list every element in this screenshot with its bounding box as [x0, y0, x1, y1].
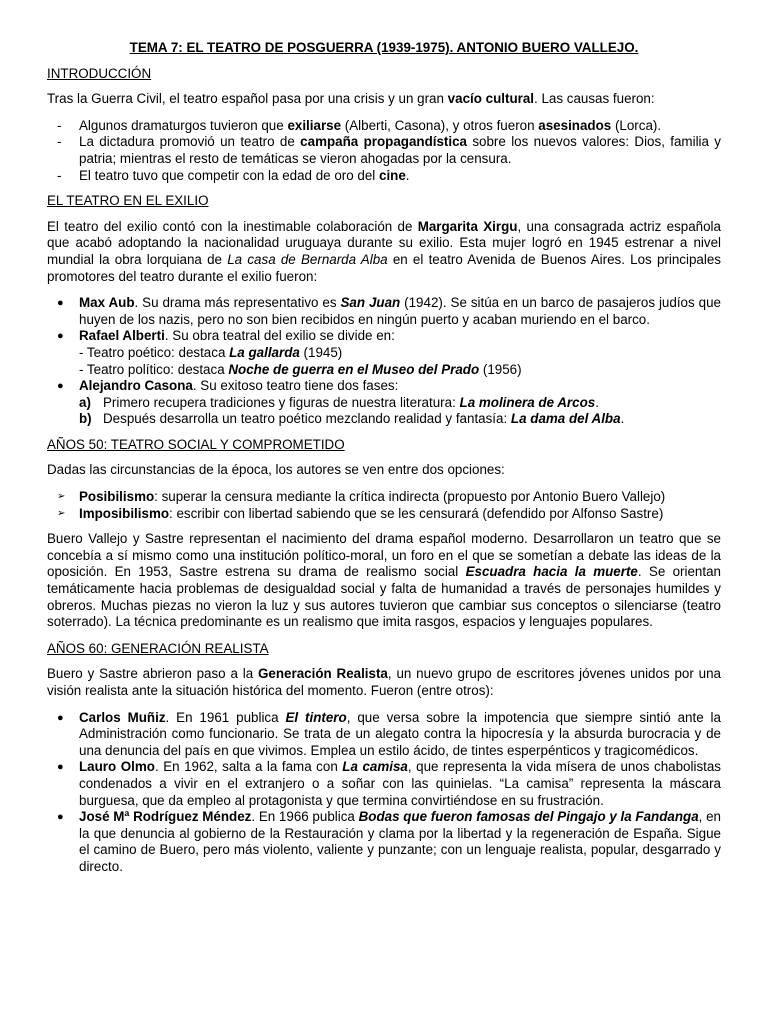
bullet-icon: ●: [57, 711, 64, 724]
arrow-bullet-icon: ➢: [57, 507, 66, 519]
bullet-icon: ●: [57, 761, 64, 774]
exilio-author-list: [47, 295, 721, 428]
bullet-icon: ●: [57, 330, 64, 343]
realista-author-list: [47, 710, 721, 876]
intro-heading: INTRODUCCIÓN: [47, 65, 152, 81]
document-title: TEMA 7: EL TEATRO DE POSGUERRA (1939-1975). ANTONIO BUERO VALLEJO.: [129, 40, 639, 55]
sub-line: - Teatro político: destaca Noche de guerra en el Museo del Prado (1956): [79, 361, 522, 377]
bullet-icon: ●: [57, 297, 64, 310]
list-item: - El teatro tuvo que competir con la edad de oro del cine.: [47, 168, 721, 185]
social-paragraph: Buero Vallejo y Sastre representan el nacimiento del drama español moderno. Desarrollaron un teatro que se concebía a sí mismo como una institución político-moral, un foro en el que se sometían a debate las ideas de la oposición. En 1953, Sastre estrena su drama de realismo social Escuadra hacia la muerte. Se orientan temáticamente hacia problemas de desigualdad social y falta de humanidad a través de personajes humildes y obreros. Muchas piezas no vieron la luz y sus autores tuvieron que cambiar sus conceptos o silenciarse (teatro soterrado). La técnica predominante es un realismo que imita rasgos, espacios y lenguajes populares.: [47, 531, 721, 630]
list-item: ➢ Imposibilismo: escribir con libertad sabiendo que se les censurará (defendido por Alfonso Sastre): [57, 505, 664, 521]
intro-cause-list: [47, 118, 721, 184]
arrow-bullet-icon: ➢: [57, 491, 66, 503]
realista-heading: AÑOS 60: GENERACIÓN REALISTA: [47, 640, 269, 656]
social-options-list: [47, 489, 721, 522]
list-item: ➢ Posibilismo: superar la censura mediante la crítica indirecta (propuesto por Antonio Buero Vallejo): [57, 489, 666, 505]
exilio-heading: EL TEATRO EN EL EXILIO: [47, 193, 209, 209]
social-heading: AÑOS 50: TEATRO SOCIAL Y COMPROMETIDO: [47, 436, 345, 452]
bullet-icon: ●: [57, 811, 64, 824]
sub-line: - Teatro poético: destaca La gallarda (1945): [79, 344, 343, 360]
list-item: ● José Mª Rodríguez Méndez. En 1966 publica Bodas que fueron famosas del Pingajo y la Fandanga, en la que denuncia al gobierno de la Restauración y clama por la libertad y la regeneración de España. Sigue el camino de Buero, pero más violento, valiente y punzante; con un lenguaje realista, popular, desgarrado y directo.: [57, 809, 721, 874]
list-item: - La dictadura promovió un teatro de campaña propagandística sobre los nuevos valores: Dios, familia y patria; mientras el resto de temáticas se vieron ahogadas por la censura.: [47, 134, 721, 167]
sub-line: b) Después desarrolla un teatro poético mezclando realidad y fantasía: La dama del Alba.: [79, 411, 625, 427]
exilio-paragraph: El teatro del exilio contó con la inestimable colaboración de Margarita Xirgu, una consagrada actriz española que acabó adoptando la nacionalidad uruguaya durante su exilio. Esta mujer logró en 1945 estrenar a nivel mundial la obra lorquiana de La casa de Bernarda Alba en el teatro Avenida de Buenos Aires. Los principales promotores del teatro durante el exilio fueron:: [47, 218, 721, 284]
bullet-icon: ●: [57, 380, 64, 393]
list-item: ● Rafael Alberti. Su obra teatral del exilio se divide en: - Teatro poético: destaca La gallarda (1945) - Teatro político: destaca Noche de guerra en el Museo del Prado (1956): [47, 328, 721, 378]
list-item: ● Carlos Muñiz. En 1961 publica El tintero, que versa sobre la impotencia que siempre sintió ante la Administración como funcionario. Se trata de un alegato contra la hipocresía y la absurda burocracia y de una denuncia del país en que vivimos. Emplea un estilo ácido, de tintes esperpénticos y tragicomédicos.: [57, 709, 721, 758]
sub-line: a) Primero recupera tradiciones y figuras de nuestra literatura: La molinera de Arcos.: [79, 394, 599, 410]
list-item: ● Lauro Olmo. En 1962, salta a la fama con La camisa, que representa la vida mísera de unos chabolistas condenados a vivir en el extranjero o a soñar con las quinielas. “La camisa” representa la máscara burguesa, que da empleo al protagonista y que termina convirtiéndose en su frustración.: [57, 759, 722, 808]
intro-paragraph: Tras la Guerra Civil, el teatro español pasa por una crisis y un gran vacío cultural. Las causas fueron:: [47, 91, 655, 107]
social-intro-paragraph: Dadas las circunstancias de la época, los autores se ven entre dos opciones:: [47, 462, 505, 478]
list-item: ● Alejandro Casona. Su exitoso teatro tiene dos fases: a) Primero recupera tradiciones y figuras de nuestra literatura: La molinera de Arcos. b) Después desarrolla un teatro poético mezclando realidad y fantasía: La dama del Alba.: [47, 378, 721, 428]
list-item: - Algunos dramaturgos tuvieron que exiliarse (Alberti, Casona), y otros fueron asesinados (Lorca).: [47, 118, 721, 135]
realista-paragraph: Buero y Sastre abrieron paso a la Generación Realista, un nuevo grupo de escritores jóvenes unidos por una visión realista ante la situación histórica del momento. Fueron (entre otros):: [47, 666, 721, 698]
list-item: ● Max Aub. Su drama más representativo es San Juan (1942). Se sitúa en un barco de pasajeros judíos que huyen de los nazis, pero no son bien recibidos en ningún puerto y acaban muriendo en el barco.: [57, 295, 721, 327]
